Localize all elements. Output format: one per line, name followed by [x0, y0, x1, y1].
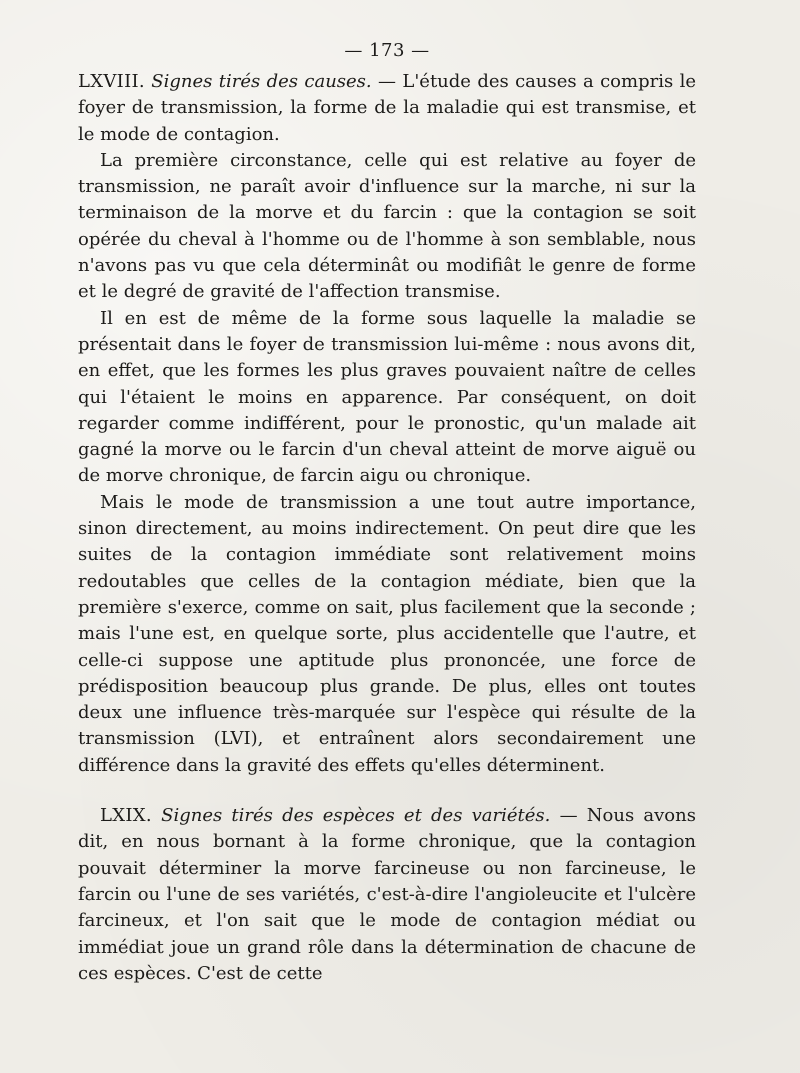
section-lxix-intro	[78, 803, 696, 987]
section-title: Signes tirés des espèces et des variétés.	[161, 805, 551, 827]
section-title: Signes tirés des causes.	[151, 71, 372, 92]
paragraph: La première circonstance, celle qui est relative au foyer de transmission, ne paraît avoir d'influence sur la marche, ni sur la terminaison de la morve et du farcin : que la contagion se soit opérée du cheval à l'homme ou de l'homme à son semblable, nous n'avons pas vu que cela déterminât ou modifiât le genre de forme et le degré de gravité de l'affection transmise.	[78, 149, 696, 303]
section-heading: LXIX.	[100, 805, 152, 827]
section-spacer	[78, 779, 696, 803]
section-lxviii	[78, 69, 696, 779]
page-number: — 173 —	[344, 40, 430, 61]
section-lxviii-intro	[78, 69, 696, 148]
section-heading: LXVIII.	[78, 71, 145, 92]
paragraph: Il en est de même de la forme sous laquelle la maladie se présentait dans le foyer de transmission lui-même : nous avons dit, en effet, que les formes les plus graves pouvaient naître de celles qui l'étaient le moins en apparence. Par conséquent, on doit regarder comme indifférent, pour le pronostic, qu'un malade ait gagné la morve ou le farcin d'un cheval atteint de morve aiguë ou de morve chronique, de farcin aigu ou chronique.	[78, 307, 696, 487]
paragraph-text: — Nous avons dit, en nous bornant à la forme chronique, que la contagion pouvait déterminer la morve farcineuse ou non farcineuse, le farcin ou l'une de ses variétés, c'est-à-dire l'angioleucite et l'ulcère farcineux, et l'on sait que le mode de contagion médiat ou immédiat joue un grand rôle dans la détermination de chacune de ces espèces. C'est de cette	[78, 805, 696, 984]
paragraph: Mais le mode de transmission a une tout autre importance, sinon directement, au moins indirectement. On peut dire que les suites de la contagion immédiate sont relativement moins redoutables que celles de la contagion médiate, bien que la première s'exerce, comme on sait, plus facilement que la seconde ; mais l'une est, en quelque sorte, plus accidentelle que l'autre, et celle-ci suppose une aptitude plus prononcée, une force de prédisposition beaucoup plus grande. De plus, elles ont toutes deux une influence très-marquée sur l'espèce qui résulte de la transmission (LVI), et entraînent alors secondairement une différence dans la gravité des effets qu'elles déterminent.	[78, 491, 696, 776]
paragraph-text: — L'étude des causes a compris le foyer de transmission, la forme de la maladie qui est transmise, et le mode de contagion.	[78, 71, 696, 145]
section-lxix	[78, 803, 696, 987]
